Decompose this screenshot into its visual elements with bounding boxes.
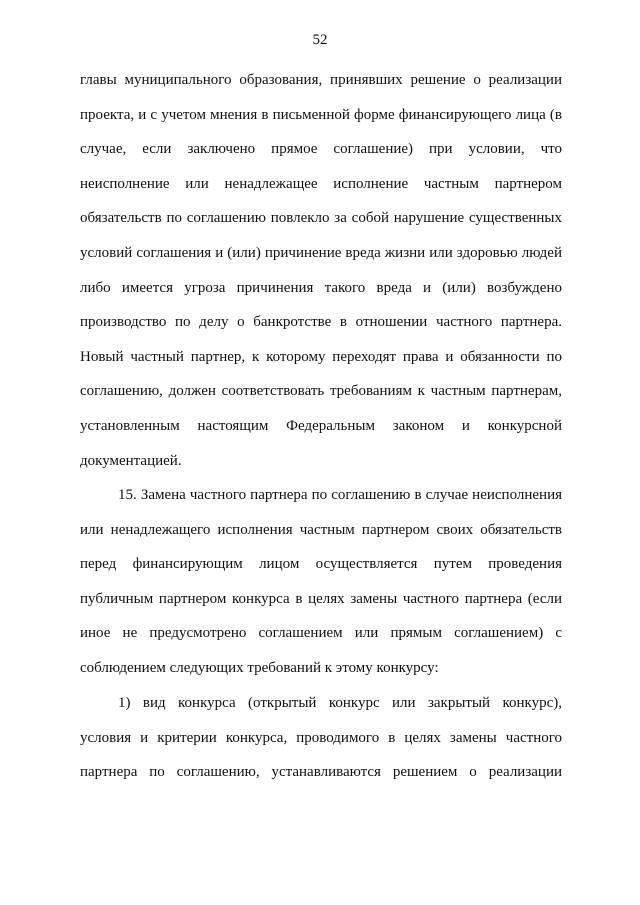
text-line: обязательств по соглашению повлекло за собой нарушение существенных: [80, 210, 562, 227]
text-line: документацией.: [80, 452, 182, 469]
text-line: соглашению, должен соответствовать требованиям к частным партнерам,: [80, 383, 562, 400]
text-line: условия и критерии конкурса, проводимого в целях замены частного: [80, 729, 562, 746]
text-line: неисполнение или ненадлежащее исполнение частным партнером: [80, 175, 562, 192]
text-line: условий соглашения и (или) причинение вреда жизни или здоровью людей: [80, 244, 562, 261]
text-line: 1) вид конкурса (открытый конкурс или закрытый конкурс),: [118, 695, 562, 711]
text-line: иное не предусмотрено соглашением или прямым соглашением) с: [80, 625, 562, 642]
text-line: или ненадлежащего исполнения частным партнером своих обязательств: [80, 521, 562, 538]
text-line: партнера по соглашению, устанавливаются решением о реализации: [80, 764, 562, 781]
text-line: либо имеется угроза причинения такого вреда и (или) возбуждено: [80, 279, 562, 296]
text-line: Новый частный партнер, к которому переходят права и обязанности по: [80, 348, 562, 365]
text-line: перед финансирующим лицом осуществляется путем проведения: [80, 556, 562, 573]
text-line: проекта, и с учетом мнения в письменной форме финансирующего лица (в: [80, 106, 562, 123]
text-line: установленным настоящим Федеральным законом и конкурсной: [80, 417, 562, 434]
text-line: производство по делу о банкротстве в отношении частного партнера.: [80, 314, 562, 331]
page-number: 52: [312, 32, 328, 48]
paragraph-15: [80, 478, 562, 686]
text-line: 15. Замена частного партнера по соглашению в случае неисполнения: [118, 487, 562, 503]
text-line: главы муниципального образования, принявших решение о реализации: [80, 72, 562, 88]
paragraph-continuation: [80, 63, 562, 478]
paragraph-item-1: [80, 686, 562, 790]
text-line: соблюдением следующих требований к этому конкурсу:: [80, 659, 439, 676]
text-line: случае, если заключено прямое соглашение) при условии, что: [80, 141, 562, 158]
text-line: публичным партнером конкурса в целях замены частного партнера (если: [80, 590, 562, 607]
